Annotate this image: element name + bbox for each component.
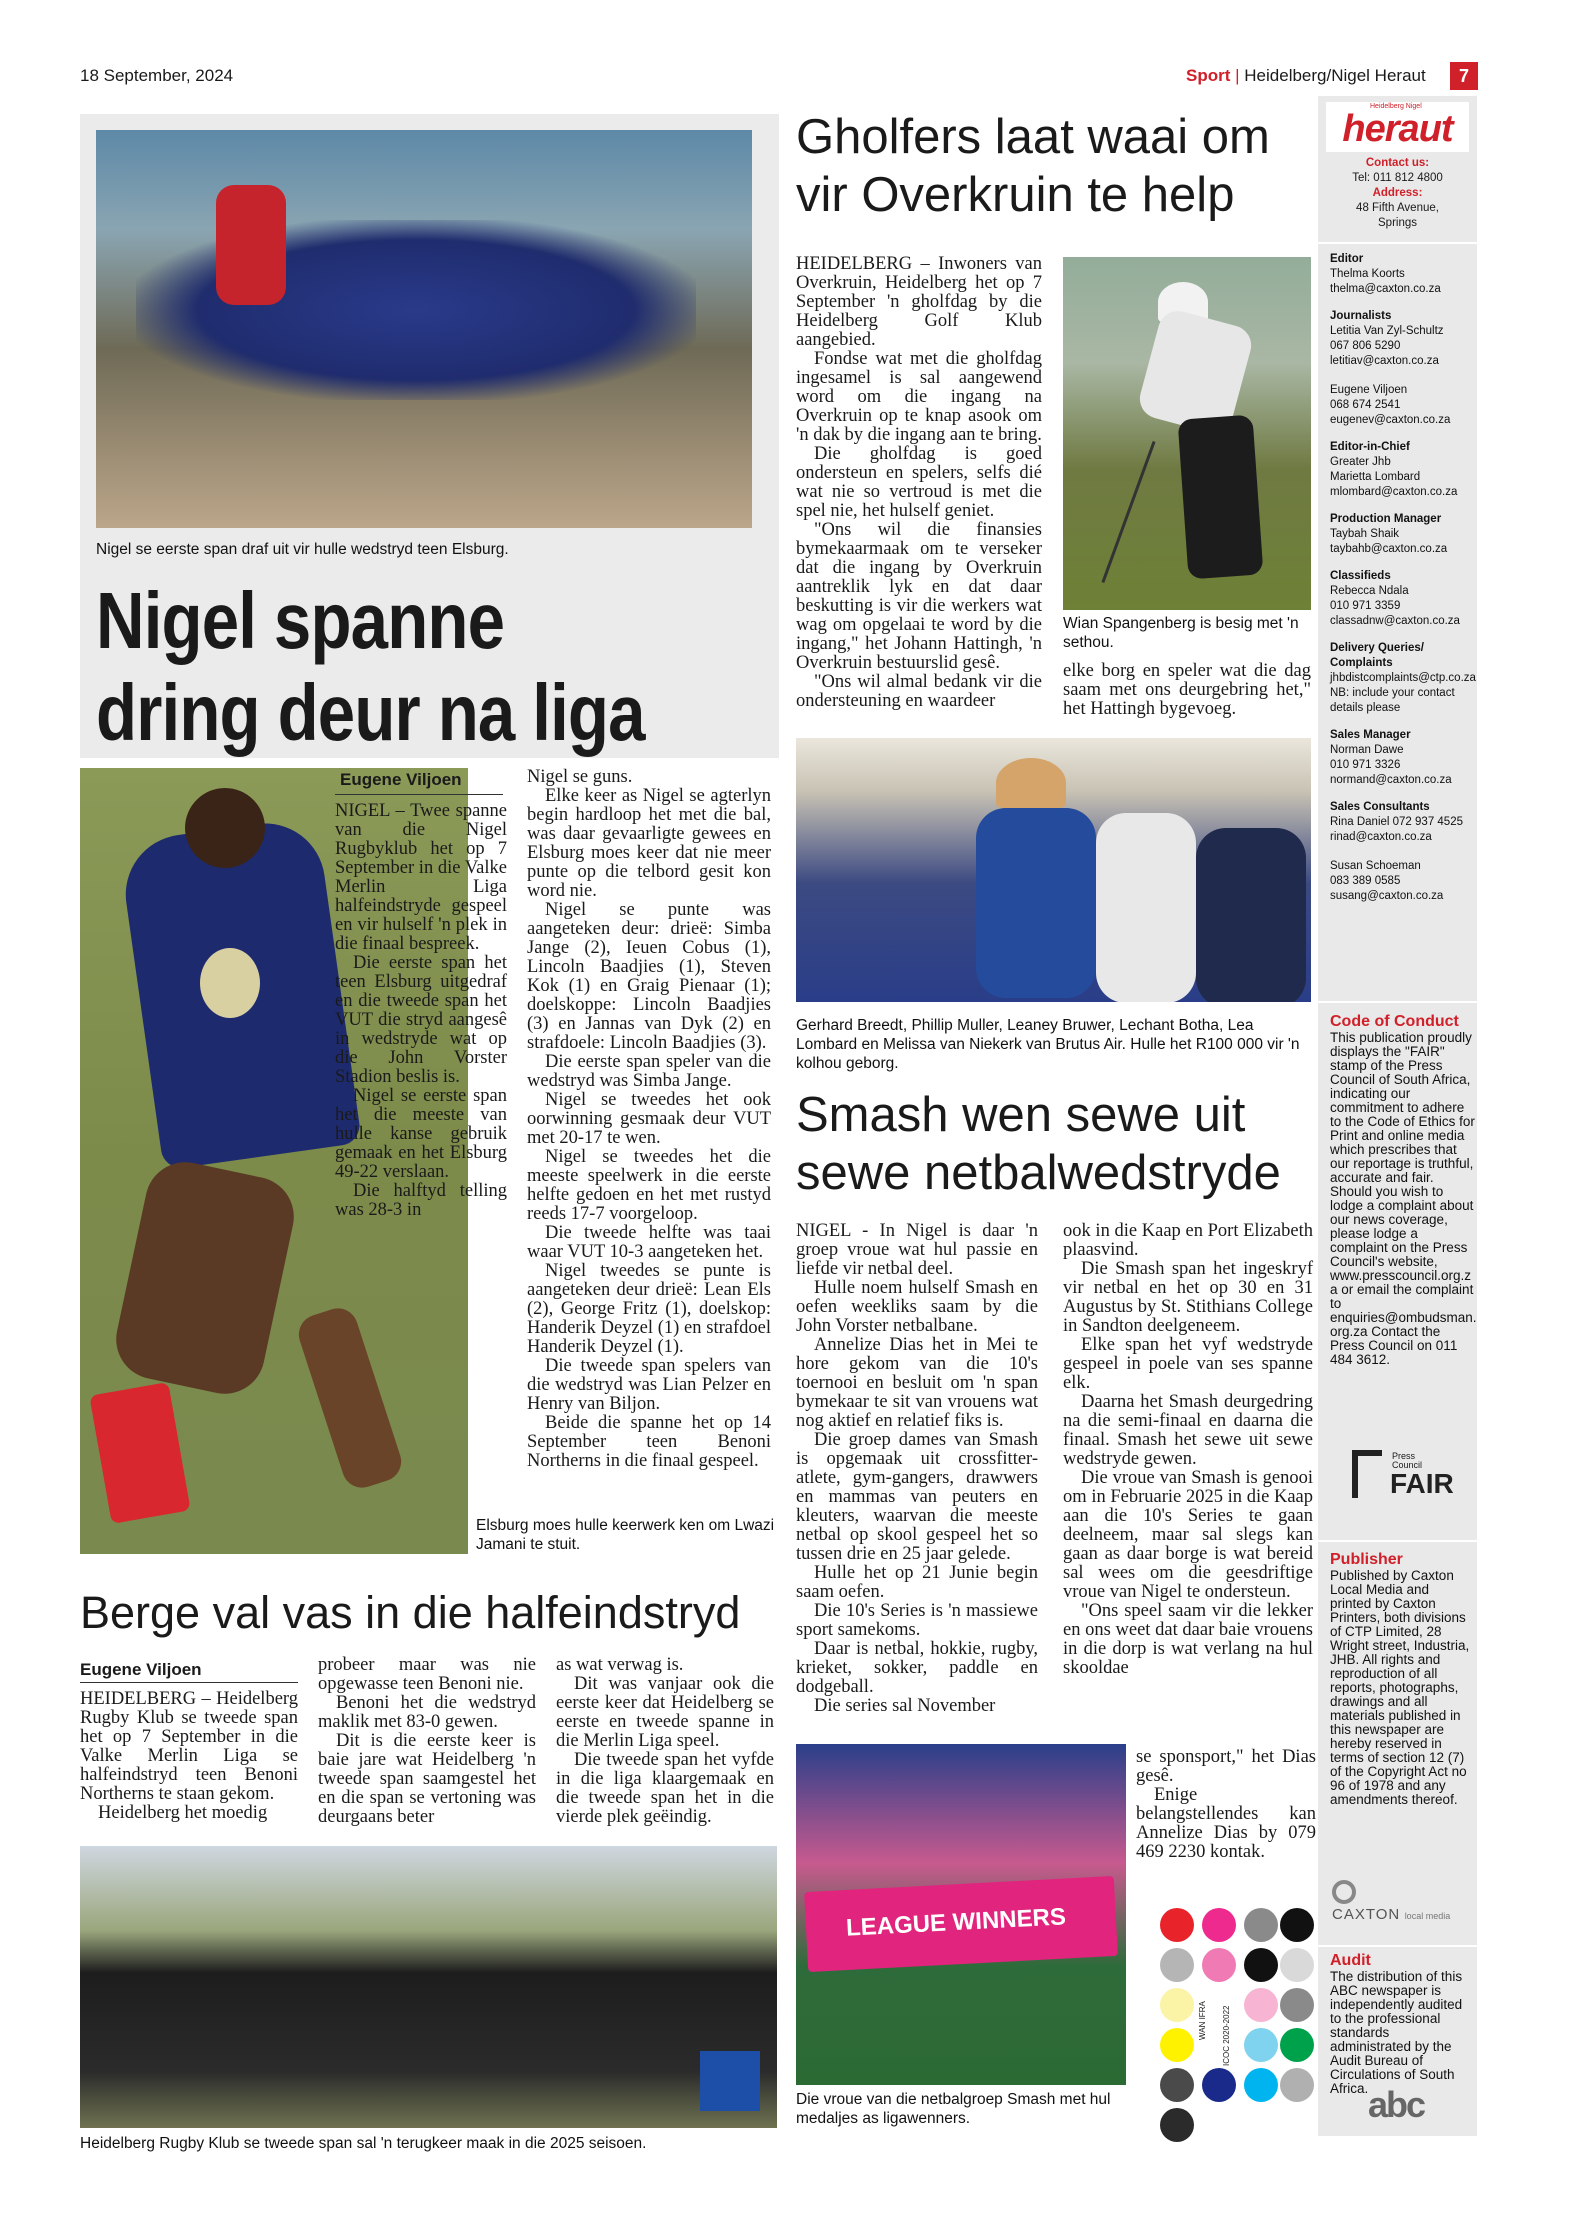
audit-text: The distribution of this ABC newspaper is independently audited to the professional standards administrated by the Audit Bureau of Circulations of South Africa. [1330,1969,1463,2096]
color-swatch [1280,1948,1314,1982]
netball-col1-paragraph: Daar is netbal, hokkie, rugby, krieket, sokker, paddle en dodgeball. [796,1639,1038,1697]
rugby-col1-paragraph: Nigel se eerste span het die meeste van hulle kanse gebruik gemaak en het Elsburg 49-22 verslaan. [335,1086,507,1182]
contact-label: Contact us: [1365,157,1430,169]
staff-line [1330,845,1472,859]
heidelberg-col1-paragraph: HEIDELBERG – Heidelberg Rugby Klub se tweede span het op 7 September in die Valke Merlin Liga se halfeindstryd teen Benoni Northerns te staan gekom. [80,1689,298,1804]
netball-col1-paragraph: Die series sal November [814,1696,996,1716]
netball-article-col1 [796,1222,1038,1716]
fair-icon [1352,1450,1382,1498]
contact-tel: Tel: 011 812 4800 [1352,172,1443,184]
golf-headline: Gholfers laat waai om vir Overkruin te help [796,110,1270,222]
page-number: 7 [1450,62,1478,90]
golf-body-paragraph: Fondse wat met die gholfdag ingesamel is sal aangewend word om die ingang na Overkruin op te knap asook om 'n dak by die ingang aan te bring. [796,349,1042,445]
heidelberg-col3-paragraph: Dit was vanjaar ook die eerste keer dat Heidelberg se eerste en tweede spanne in die Merlin Liga speel. [556,1674,774,1751]
color-bar-label2: ICOC 2020-2022 [1222,2005,1231,2066]
golfer-caption: Wian Spangenberg is besig met 'n sethou. [1063,615,1299,651]
golf-article-col [796,255,1042,711]
golf-continued-text: elke borg en speler wat die dag saam met ons deurgebring het," het Hattingh bygevoeg. [1063,661,1311,719]
color-swatch [1160,1908,1194,1942]
color-bar-label1: WAN IFRA [1198,2001,1207,2040]
publisher-title: Publisher [1330,1551,1403,1568]
heidelberg-team-photo [80,1846,777,2128]
netball-col2-tail-paragraph: Enige belangstellendes kan Annelize Dias by 079 469 2230 kontak. [1136,1785,1316,1862]
color-swatch [1160,2068,1194,2102]
staff-block [1330,569,1472,629]
staff-block [1330,309,1472,428]
color-swatch [1160,2028,1194,2062]
code-of-conduct-text: This publication proudly displays the "FAIR" stamp of the Press Council of South Africa, indicating our commitment to adhere to the Code of Ethics for Print and online media which prescribes that our reportage is truthful, accurate and fair. Should you wish to lodge a complaint about our news coverage, please lodge a complaint on the Press Council's website, www.presscouncil.org.za or email the complaint to enquiries@ombudsman.org.za Contact the Press Council on 011 484 3612. [1330,1030,1477,1367]
heidelberg-col3-paragraph: as wat verwag is. [556,1655,684,1675]
header-publication: Heidelberg/Nigel Heraut [1244,66,1426,85]
staff-line: Letitia Van Zyl-Schultz [1330,325,1444,337]
staff-line: susang@caxton.co.za [1330,890,1444,902]
netball-col2-paragraph: Die vroue van Smash is genooi om in Februarie 2025 in die Kaap aan die 10's Series te gaan deelneem, maar sal slegs kan gaan as daar borge is wat bereid sal wees om die geesdriftige vroue van Nigel te ondersteun. [1063,1468,1313,1602]
caxton-logo [1332,1880,1472,1924]
staff-line [1330,369,1472,383]
masthead-small-text: Heidelberg Nigel [1370,103,1422,110]
netball-headline: Smash wen sewe uit sewe netbalwedstryde [796,1088,1281,1200]
staff-block [1330,440,1472,500]
color-swatch [1244,1908,1278,1942]
heidelberg-col2-paragraph: Benoni het die wedstryd maklik met 83-0 gewen. [318,1693,536,1732]
rugby-col2-paragraph: Elke keer as Nigel se agterlyn begin hardloop het met die bal, was daar gevaarligte gewees en Elsburg moes keer dat nie meer punte op die telbord gesit kon word nie. [527,786,771,901]
press-council-small: Press Council [1392,1451,1423,1470]
header-right [1186,66,1426,86]
staff-line: letitiav@caxton.co.za [1330,355,1439,367]
staff-line: eugenev@caxton.co.za [1330,414,1451,426]
golf-body-paragraph: "Ons wil die finansies bymekaarmaak om te verseker dat die ingang by Overkruin aantreklik lyk en dat daar beskutting is vir die werkers wat wag om opgelaai te word by die ingang," het Johann Hattingh, 'n Overkruin bestuurslid gesê. [796,520,1042,673]
heidelberg-headline: Berge val vas in die halfeindstryd [80,1587,741,1638]
staff-line: Rina Daniel 072 937 4525 [1330,816,1463,828]
staff-block [1330,728,1472,788]
color-swatch [1244,2068,1278,2102]
color-swatch [1202,1948,1236,1982]
heidelberg-col3-paragraph: Die tweede span het vyfde in die liga klaargemaak en die tweede span het in die vierde plek geëindig. [556,1750,774,1827]
heidelberg-col2-paragraph: probeer maar was nie opgewasse teen Benoni nie. [318,1655,536,1694]
staff-line: classadnw@caxton.co.za [1330,615,1460,627]
netball-caption: Die vroue van die netbalgroep Smash met hul medaljes as ligawenners. [796,2091,1111,2127]
publisher-text: Published by Caxton Local Media and printed by Caxton Printers, both divisions of CTP Limited, 28 Wright street, Industria, JHB. All rights and reproduction of all reports, photographs, drawings and all materials published in this newspaper are hereby reserved in terms of section 12 (7) of the Copyright Act no 96 of 1978 and any amendments thereof. [1330,1568,1470,1807]
staff-line: Marietta Lombard [1330,471,1421,483]
netball-col2-paragraph: "Ons speel saam vir die lekker en ons weet dat daar baie vrouens in die dorp is wat verlang na hul skooldae [1063,1601,1313,1678]
golfer-photo [1063,257,1311,610]
staff-line: 010 971 3326 [1330,759,1401,771]
masthead-logo: heraut [1342,108,1453,150]
rugby-col2-paragraph: Die tweede helfte was taai waar VUT 10-3 aangeteken het. [527,1223,771,1262]
netball-col2-paragraph: ook in die Kaap en Port Elizabeth plaasvind. [1063,1221,1313,1260]
staff-line: thelma@caxton.co.za [1330,283,1441,295]
golf-group-caption: Gerhard Breedt, Phillip Muller, Leaney Bruwer, Lechant Botha, Lea Lombard en Melissa van Niekerk van Brutus Air. Hulle het R100 000 vir 'n kolhou geborg. [796,1017,1300,1072]
rugby-col1-paragraph: NIGEL – Twee spanne van die Nigel Rugbyklub het op 7 September in die Valke Merlin Liga halfeindstryde gespeel en vir hulself 'n plek in die finaal bespreek. [335,801,507,954]
rugby-col2-paragraph: Nigel tweedes se punte is aangeteken deur drieë: Lean Els (2), George Fritz (1), doelskop: Handerik Deyzel (1) en strafdoel Handerik Deyzel (1). [527,1261,771,1357]
staff-block [1330,641,1476,716]
color-swatch [1280,2068,1314,2102]
caxton-icon [1332,1880,1356,1904]
rugby-col2-paragraph: Die eerste span speler van die wedstryd was Simba Jange. [527,1052,771,1091]
rugby-player-caption: Elsburg moes hulle keerwerk ken om Lwazi Jamani te stuit. [476,1517,775,1553]
league-winners-banner-text: LEAGUE WINNERS [845,1903,1067,1942]
netball-col1-paragraph: Die groep dames van Smash is opgemaak uit crossfitter-atlete, gym-gangers, drawwers en mammas van peuters en kleuters, waarvan die meeste netbal op skool gespeel het so tussen drie en 25 jaar gelede. [796,1430,1038,1564]
rugby-col2-paragraph: Nigel se guns. [527,767,633,787]
staff-line: 067 806 5290 [1330,340,1401,352]
staff-title: Journalists [1330,310,1392,322]
heidelberg-article-col2 [318,1656,536,1827]
staff-line: 068 674 2541 [1330,399,1401,411]
heidelberg-col1-paragraph: Heidelberg het moedig [98,1803,268,1823]
staff-line: 083 389 0585 [1330,875,1401,887]
staff-title: Production Manager [1330,513,1442,525]
staff-line: Norman Dawe [1330,744,1404,756]
header-date: 18 September, 2024 [80,66,234,85]
netball-col1-paragraph: NIGEL - In Nigel is daar 'n groep vroue wat hul passie en liefde vir netbal deel. [796,1221,1038,1279]
heidelberg-byline: Eugene Viljoen [80,1660,202,1679]
netball-col1-paragraph: Die 10's Series is 'n massiewe sport samekoms. [796,1601,1038,1640]
golf-body-paragraph: Die gholfdag is goed ondersteun en spelers, selfs dié wat nie so vertroud is met die spel nie, het hulself geniet. [796,444,1042,521]
heidelberg-col2-paragraph: Dit is die eerste keer is baie jare wat Heidelberg 'n tweede span saamgestel het en die span se vertoning was deurgaans beter [318,1731,536,1827]
color-swatch [1160,2108,1194,2142]
golf-continued [1063,662,1311,719]
staff-block [1330,252,1472,297]
audit-title: Audit [1330,1952,1371,1969]
header-section: Sport [1186,66,1231,85]
rugby-col2-paragraph: Die tweede span spelers van die wedstryd was Lian Pelzer en Henry van Biljon. [527,1356,771,1414]
netball-col2-paragraph: Elke span het vyf wedstryde gespeel in poele van ses spanne elk. [1063,1335,1313,1393]
staff-line: taybahb@caxton.co.za [1330,543,1448,555]
netball-team-photo [796,1744,1126,2085]
netball-article-col2 [1063,1222,1313,1678]
address-line2: Springs [1378,217,1417,229]
fair-label: FAIR [1390,1468,1454,1499]
rugby-article-col2 [527,768,771,1471]
staff-line: Susan Schoeman [1330,860,1421,872]
heidelberg-caption: Heidelberg Rugby Klub se tweede span sal 'n terugkeer maak in die 2025 seisoen. [80,2135,647,2152]
netball-col2-tail-paragraph: se sponsport," het Dias gesê. [1136,1747,1316,1786]
address-line1: 48 Fifth Avenue, [1356,202,1439,214]
netball-col1-paragraph: Hulle noem hulself Smash en oefen weekliks saam by die John Vorster netbalbane. [796,1278,1038,1336]
staff-line: Eugene Viljoen [1330,384,1408,396]
staff-line: Rebecca Ndala [1330,585,1409,597]
staff-title: Sales Manager [1330,729,1411,741]
staff-line: 010 971 3359 [1330,600,1401,612]
staff-title: Sales Consultants [1330,801,1430,813]
staff-line: rinad@caxton.co.za [1330,831,1432,843]
rugby-team-photo [96,130,752,528]
abc-logo: abc [1368,2084,1425,2125]
masthead [1326,102,1469,152]
color-bar [1156,1908,1314,2140]
rugby-col2-paragraph: Nigel se tweedes het die meeste speelwerk in die eerste helfte gedoen en het met rustyd reeds 17-7 voorgeloop. [527,1147,771,1224]
address-label: Address: [1372,187,1423,199]
staff-line: jhbdistcomplaints@ctp.co.za [1330,672,1476,684]
publisher [1330,1550,1470,1807]
netball-col1-paragraph: Hulle het op 21 Junie begin saam oefen. [796,1563,1038,1602]
staff-title: Delivery Queries/ Complaints [1330,642,1424,669]
color-swatch [1280,2028,1314,2062]
rugby-col2-paragraph: Nigel se punte was aangeteken deur: drieë: Simba Jange (2), Ieuen Cobus (1), Lincoln Baadjies (1), Steven Kok (1) en Graig Pienaar (1); doelskoppe: Lincoln Baadjies (3) en Jannas van Dyk (2) en strafdoele: Lincoln Baadjies (3). [527,900,771,1053]
color-swatch [1244,1988,1278,2022]
heidelberg-article-col3 [556,1656,774,1827]
color-swatch [1202,1908,1236,1942]
rugby-headline: Nigel spanne dring deur na liga [96,576,645,757]
staff-title: Classifieds [1330,570,1391,582]
rugby-col2-paragraph: Beide die spanne het op 14 September teen Benoni Northerns in die finaal gespeel. [527,1413,771,1471]
staff-line: NB: include your contact details please [1330,687,1455,714]
rugby-top-caption: Nigel se eerste span draf uit vir hulle wedstryd teen Elsburg. [96,541,509,558]
staff-line: Greater Jhb [1330,456,1391,468]
caxton-logo-sub: local media [1404,1911,1451,1921]
netball-article-col2-tail [1136,1748,1316,1862]
staff-title: Editor [1330,253,1364,265]
press-council-badge [1352,1450,1462,1498]
rugby-col1-paragraph: Die halftyd telling was 28-3 in [335,1181,507,1220]
color-swatch [1280,1988,1314,2022]
staff-line: Taybah Shaik [1330,528,1400,540]
heidelberg-article-col1 [80,1690,298,1823]
staff-block [1330,512,1472,557]
netball-col2-paragraph: Daarna het Smash deurgedring na die semi-finaal en daarna die finaal. Smash het sewe uit sewe wedstryde gewen. [1063,1392,1313,1469]
netball-col2-paragraph: Die Smash span het ingeskryf vir netbal en het op 30 en 31 Augustus by St. Stithians College in Sandton deelgeneem. [1063,1259,1313,1336]
staff-line: Thelma Koorts [1330,268,1405,280]
rugby-article-col1 [335,802,507,1220]
golf-group-photo [796,738,1311,1002]
caxton-logo-text: CAXTON [1332,1906,1401,1923]
code-of-conduct [1330,1012,1478,1367]
staff-line: mlombard@caxton.co.za [1330,486,1458,498]
rugby-col1-paragraph: Die eerste span het teen Elsburg uitgedraf en die tweede span het VUT die stryd aangesê in wedstryde wat op die John Vorster Stadion beslis is. [335,953,507,1087]
header-separator: | [1235,66,1240,85]
rugby-byline: Eugene Viljoen [340,770,462,789]
netball-col1-paragraph: Annelize Dias het in Mei te hore gekom van die 10's toernooi en besluit om 'n span bymekaar te sit van vrouens wat nog aktief en relatief fiks is. [796,1335,1038,1431]
color-swatch [1160,1988,1194,2022]
audit [1330,1951,1470,2096]
staff-list [1330,252,1476,916]
rugby-col2-paragraph: Nigel se tweedes het ook oorwinning gesmaak deur VUT met 20-17 te wen. [527,1090,771,1148]
color-swatch [1280,1908,1314,1942]
color-swatch [1244,2028,1278,2062]
staff-line: normand@caxton.co.za [1330,774,1452,786]
color-swatch [1202,2068,1236,2102]
color-swatch [1244,1948,1278,1982]
code-of-conduct-title: Code of Conduct [1330,1013,1459,1030]
color-swatch [1160,1948,1194,1982]
golf-body-paragraph: "Ons wil almal bedank vir die ondersteuning en waardeer [796,672,1042,711]
golf-body-paragraph: HEIDELBERG – Inwoners van Overkruin, Heidelberg het op 7 September 'n gholfdag by die Heidelberg Golf Klub aangebied. [796,254,1042,350]
staff-block [1330,800,1472,904]
staff-title: Editor-in-Chief [1330,441,1410,453]
